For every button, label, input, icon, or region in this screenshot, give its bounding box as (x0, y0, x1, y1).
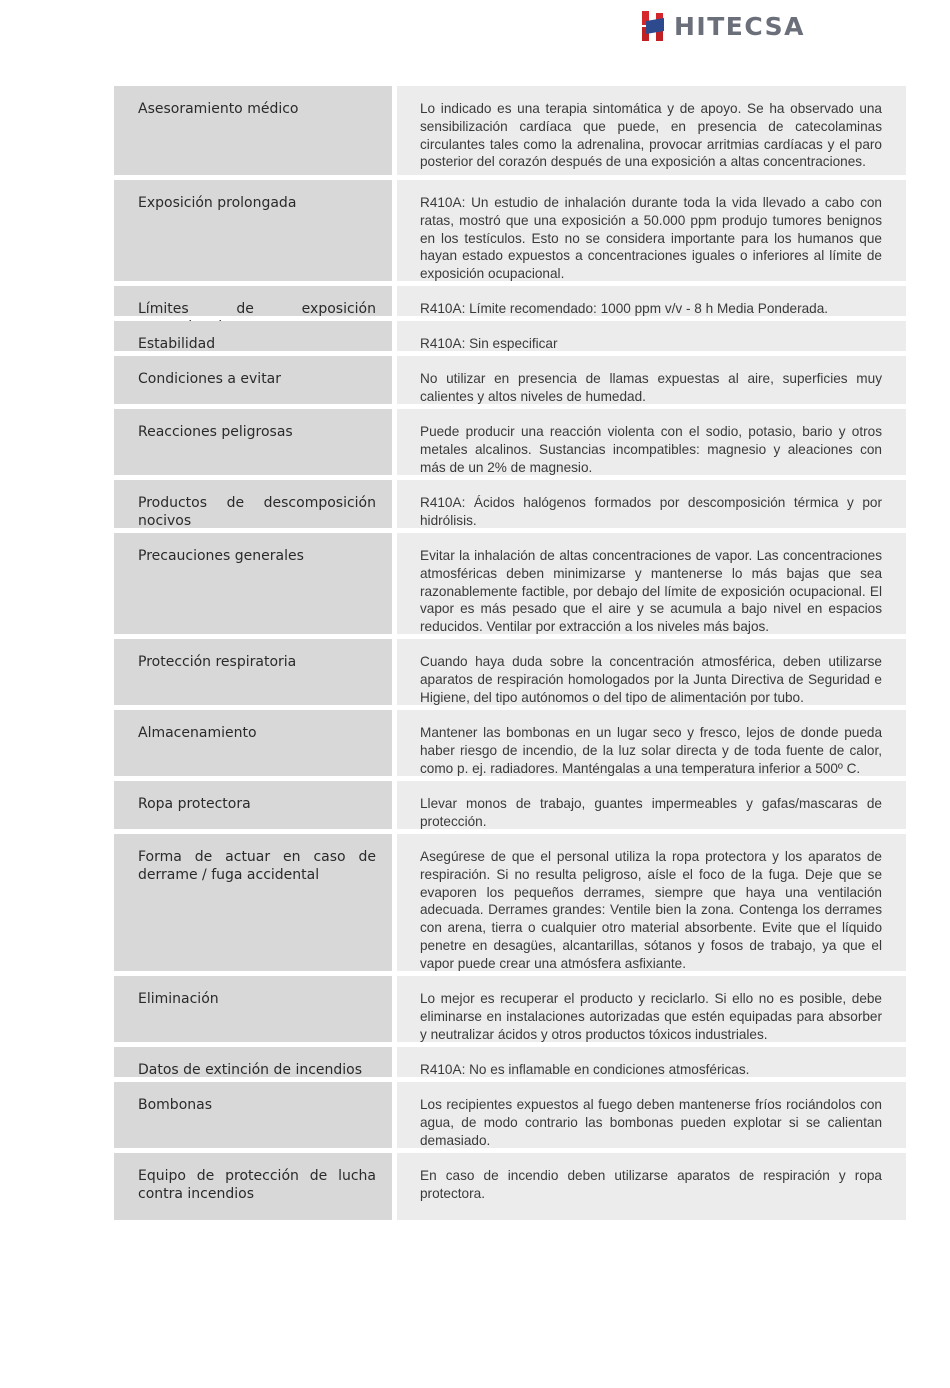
row-value: R410A: No es inflamable en condiciones atmosféricas. (397, 1047, 906, 1077)
table-row (114, 286, 906, 316)
row-label: Productos de descomposición nocivos (114, 480, 392, 528)
row-label: Eliminación (114, 976, 392, 1042)
row-label: Bombonas (114, 1082, 392, 1148)
row-label: Almacenamiento (114, 710, 392, 776)
row-label: Estabilidad (114, 321, 392, 351)
table-row (114, 1153, 906, 1220)
brand-logo (640, 8, 805, 44)
row-value: R410A: Límite recomendado: 1000 ppm v/v - 8 h Media Ponderada. (397, 286, 906, 316)
table-row (114, 180, 906, 281)
row-label: Exposición prolongada (114, 180, 392, 281)
table-row (114, 533, 906, 634)
hitecsa-logo-icon (640, 9, 668, 43)
row-value: R410A: Ácidos halógenos formados por descomposición térmica y por hidrólisis. (397, 480, 906, 528)
safety-data-table (114, 86, 906, 1225)
row-value: En caso de incendio deben utilizarse aparatos de respiración y ropa protectora. (397, 1153, 906, 1220)
table-row (114, 1047, 906, 1077)
row-label: Límites de exposición (114, 286, 392, 316)
row-label: Reacciones peligrosas (114, 409, 392, 475)
row-label: Condiciones a evitar (114, 356, 392, 404)
row-value: Puede producir una reacción violenta con el sodio, potasio, bario y otros metales alcalinos. Sustancias incompatibles: magnesio y aleaciones con más de un 2% de magnesio. (397, 409, 906, 475)
table-row (114, 321, 906, 351)
table-row (114, 356, 906, 404)
row-label: Ropa protectora (114, 781, 392, 829)
table-row (114, 480, 906, 528)
row-value: Lo indicado es una terapia sintomática y de apoyo. Se ha observado una sensibilización cardíaca que puede, en presencia de catecolaminas circulantes tales como la adrenalina, provocar arritmias cardíacas y el paro posterior del corazón después de una exposición a altas concentraciones. (397, 86, 906, 175)
row-label: Precauciones generales (114, 533, 392, 634)
row-label: Equipo de protección de lucha contra incendios (114, 1153, 392, 1220)
row-label: Forma de actuar en caso de derrame / fuga accidental (114, 834, 392, 971)
row-value: Llevar monos de trabajo, guantes impermeables y gafas/mascaras de protección. (397, 781, 906, 829)
table-row (114, 639, 906, 705)
table-row (114, 834, 906, 971)
row-value: Mantener las bombonas en un lugar seco y fresco, lejos de donde pueda haber riesgo de incendio, de la luz solar directa y de toda fuente de calor, como p. ej. radiadores. Manténgalas a una temperatura inferior a 500º C. (397, 710, 906, 776)
row-label: Protección respiratoria (114, 639, 392, 705)
brand-name: HITECSA (674, 11, 806, 41)
row-value: No utilizar en presencia de llamas expuestas al aire, superficies muy calientes y altos niveles de humedad. (397, 356, 906, 404)
table-row (114, 1082, 906, 1148)
table-row (114, 781, 906, 829)
row-value: Evitar la inhalación de altas concentraciones de vapor. Las concentraciones atmosféricas deben minimizarse y mantenerse lo más bajas que sea razonablemente factible, por debajo del límite de exposición ocupacional. El vapor es más pesado que el aire y se acumula a bajo nivel en espacios reducidos. Ventilar por extracción a los niveles más bajos. (397, 533, 906, 634)
row-value: Cuando haya duda sobre la concentración atmosférica, deben utilizarse aparatos de respiración homologados por la Junta Directiva de Seguridad e Higiene, del tipo autónomos o del tipo de alimentación por tubo. (397, 639, 906, 705)
row-label: Datos de extinción de incendios (114, 1047, 392, 1077)
table-row (114, 86, 906, 175)
table-row (114, 710, 906, 776)
row-label: Asesoramiento médico (114, 86, 392, 175)
row-value: R410A: Un estudio de inhalación durante toda la vida llevado a cabo con ratas, mostró que una exposición a 50.000 ppm produjo tumores benignos en los testículos. Esto no se considera importante para los humanos que hayan estado expuestos a concentraciones iguales o inferiores al límite de exposición ocupacional. (397, 180, 906, 281)
row-value: Asegúrese de que el personal utiliza la ropa protectora y los aparatos de respiración. Si no resulta peligroso, aísle el foco de la fuga. Deje que se evaporen los pequeños derrames, siempre que haya una ventilación adecuada. Derrames grandes: Ventile bien la zona. Contenga los derrames con arena, tierra o cualquier otro material absorbente. Evite que el líquido penetre en desagües, alcantarillas, sótanos y fosos de trabajo, ya que el vapor puede crear una atmósfera asfixiante. (397, 834, 906, 971)
row-value: Lo mejor es recuperar el producto y reciclarlo. Si ello no es posible, debe eliminarse en instalaciones autorizadas que estén equipadas para absorber y neutralizar ácidos y otros productos tóxicos industriales. (397, 976, 906, 1042)
row-value: R410A: Sin especificar (397, 321, 906, 351)
table-row (114, 409, 906, 475)
table-row (114, 976, 906, 1042)
row-value: Los recipientes expuestos al fuego deben mantenerse fríos rociándolos con agua, de modo contrario las bombonas pueden explotar si se calientan demasiado. (397, 1082, 906, 1148)
